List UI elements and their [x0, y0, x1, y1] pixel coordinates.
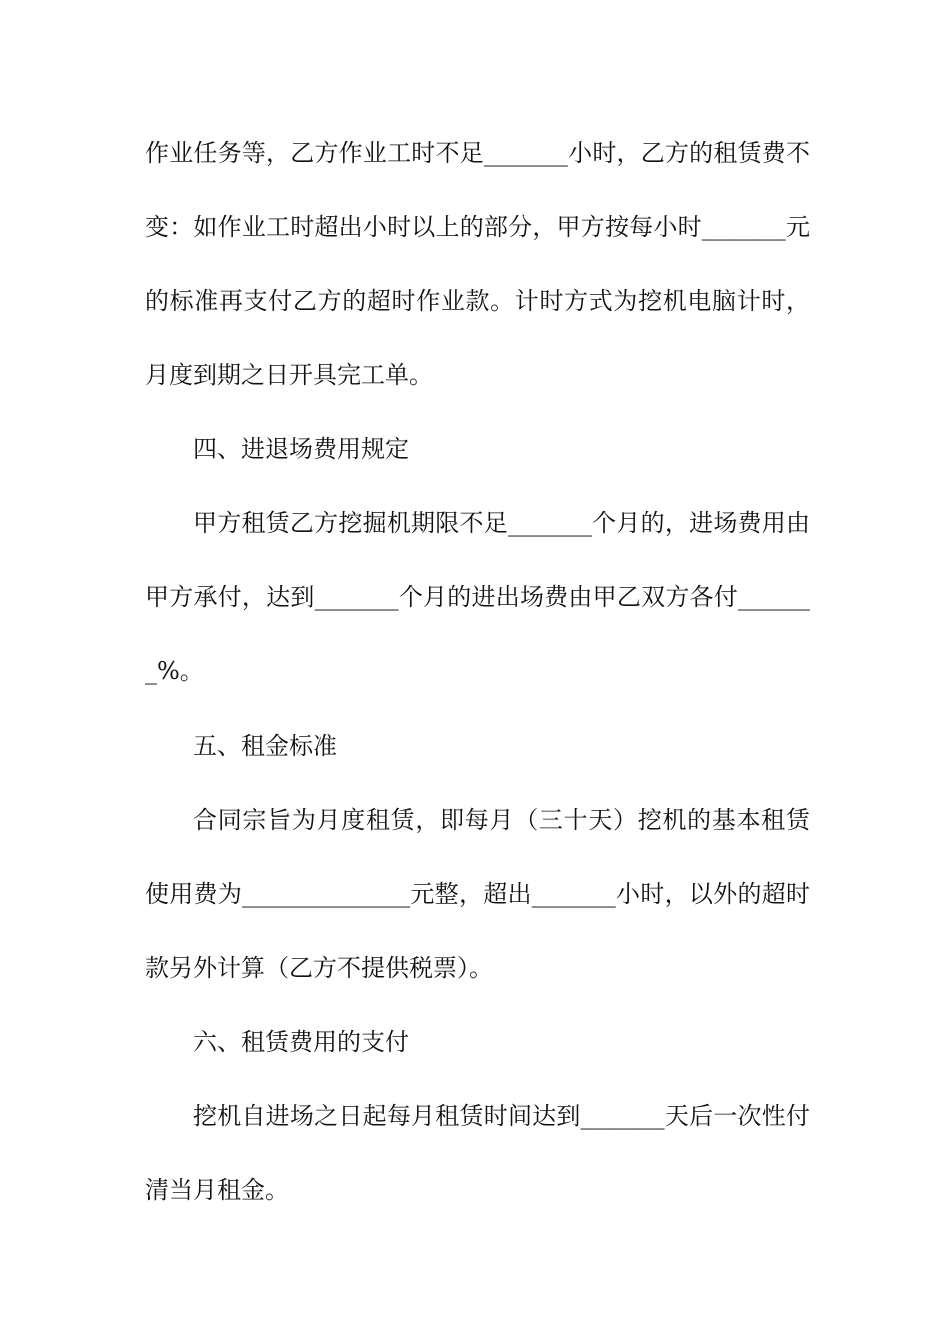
- body-line: 作业任务等，乙方作业工时不足_______小时，乙方的租赁费不: [145, 139, 810, 167]
- body-line: 款另外计算（乙方不提供税票）。: [145, 954, 493, 982]
- body-line: 月度到期之日开具完工单。: [145, 361, 433, 389]
- section-heading: 五、租金标准: [193, 732, 337, 760]
- body-line: 合同宗旨为月度租赁，即每月（三十天）挖机的基本租赁: [193, 806, 810, 834]
- section-heading: 六、租赁费用的支付: [193, 1028, 409, 1056]
- body-line: 清当月租金。: [145, 1176, 289, 1204]
- body-line: _%。: [145, 657, 204, 685]
- body-line: 挖机自进场之日起每月租赁时间达到_______天后一次性付: [193, 1102, 810, 1130]
- body-line: 变：如作业工时超出小时以上的部分，甲方按每小时_______元: [145, 213, 810, 241]
- body-line: 甲方承付，达到_______个月的进出场费由甲乙双方各付______: [145, 583, 810, 611]
- section-heading: 四、进退场费用规定: [193, 435, 409, 463]
- body-line: 甲方租赁乙方挖掘机期限不足_______个月的，进场费用由: [193, 509, 810, 537]
- body-line: 的标准再支付乙方的超时作业款。计时方式为挖机电脑计时，: [145, 287, 810, 315]
- body-line: 使用费为______________元整，超出_______小时，以外的超时: [145, 880, 810, 908]
